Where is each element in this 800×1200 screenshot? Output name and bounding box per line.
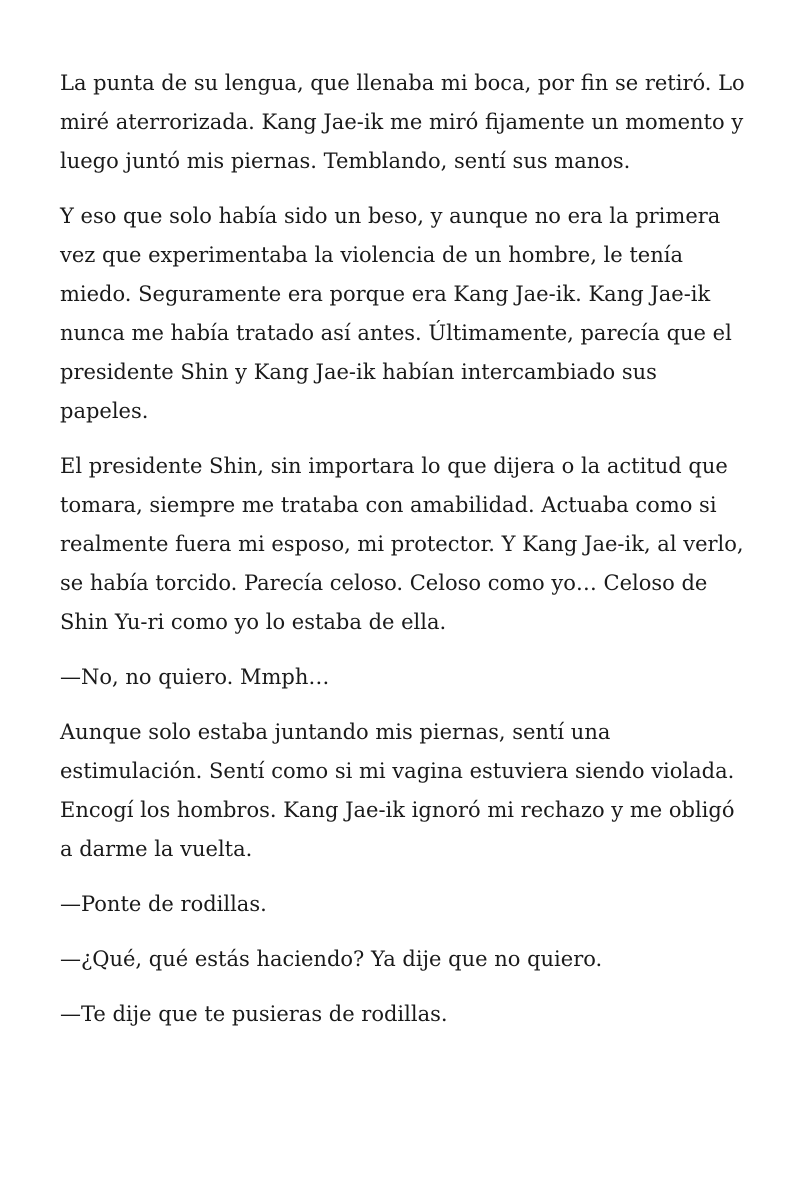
paragraph: Aunque solo estaba juntando mis piernas, sentí una estimulación. Sentí como si mi vagina estuviera siendo violada. Encogí los hombros. Kang Jae-ik ignoró mi rechazo y me obligó a darme la vuelta. xyxy=(60,720,735,861)
document-body xyxy=(60,64,750,1050)
dialogue-line: —Ponte de rodillas. xyxy=(60,892,267,916)
dialogue-line: —Te dije que te pusieras de rodillas. xyxy=(60,1002,448,1026)
paragraph: El presidente Shin, sin importara lo que dijera o la actitud que tomara, siempre me trataba con amabilidad. Actuaba como si realmente fuera mi esposo, mi protector. Y Kang Jae-ik, al verlo, se había torcido. Parecía celoso. Celoso como yo… Celoso de Shin Yu-ri como yo lo estaba de ella. xyxy=(60,454,744,634)
paragraph: Y eso que solo había sido un beso, y aunque no era la primera vez que experimentaba la violencia de un hombre, le tenía miedo. Seguramente era porque era Kang Jae-ik. Kang Jae-ik nunca me había tratado así antes. Últimamente, parecía que el presidente Shin y Kang Jae-ik habían intercambiado sus papeles. xyxy=(60,204,732,423)
dialogue-line: —No, no quiero. Mmph… xyxy=(60,665,330,689)
dialogue-line: —¿Qué, qué estás haciendo? Ya dije que no quiero. xyxy=(60,947,603,971)
paragraph: La punta de su lengua, que llenaba mi boca, por fin se retiró. Lo miré aterrorizada. Kang Jae-ik me miró fijamente un momento y luego juntó mis piernas. Temblando, sentí sus manos. xyxy=(60,71,745,173)
